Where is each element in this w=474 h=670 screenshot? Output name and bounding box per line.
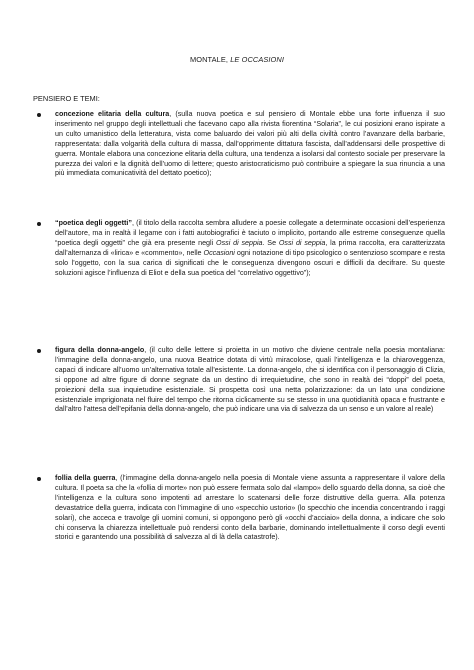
bullet-italic-text: Ossi di seppia xyxy=(216,238,263,247)
bullet-item-cultura xyxy=(55,110,445,179)
bullet-text xyxy=(55,474,445,543)
title-italic: LE OCCASIONI xyxy=(230,55,284,64)
document-title xyxy=(0,55,474,64)
bullet-keyword: figura della donna-angelo xyxy=(55,346,145,354)
bullet-keyword: “poetica degli oggetti” xyxy=(55,219,132,227)
bullet-text xyxy=(55,219,445,278)
section-heading: PENSIERO E TEMI: xyxy=(33,94,100,103)
bullet-item-follia-guerra xyxy=(55,474,445,543)
bullet-text xyxy=(55,110,445,179)
bullet-body-text: . Se xyxy=(262,238,279,247)
bullet-body-text: , (l’immagine della donna-angelo nella poesia di Montale viene assunta a rappresentare il valore della cultura. Il poeta sa che la «follia di morte» non può essere fermata solo dal «lampo» dello sguardo della donna, sa cioè che l’intelligenza e la cultura sono impotenti ad arrestare lo scatenarsi delle forze distruttive della guerra. Alla potenza devastatrice della guerra, indicata con l’immagine di uno «specchio ustorio» (lo specchio che incendia concentrando i raggi solari), che acceca e travolge gli uomini comuni, si oppongono però gli «occhi d’acciaio» della donna, a indicare che solo chi conserva la chiarezza intellettuale può rendersi conto della barbarie, dominando intellettualmente il corso degli eventi storici e garantendo una possibilità di salvezza al di là della catastrofe). xyxy=(55,474,445,542)
bullet-body-text: , (il titolo della raccolta sembra alludere a poesie collegate a determinate occasioni dell’esperienza dell’autore, ma in realtà il legame con i fatti autobiografici è taciuto o implicito, portando alle estreme conseguenze quella “poetica degli oggetti” che già era presente negli xyxy=(55,219,445,247)
bullet-item-poetica-oggetti xyxy=(55,219,445,278)
title-prefix: MONTALE, xyxy=(190,55,231,64)
bullet-dot-icon xyxy=(37,349,41,353)
bullet-item-donna-angelo xyxy=(55,346,445,415)
bullet-dot-icon xyxy=(37,222,41,226)
bullet-dot-icon xyxy=(37,113,41,117)
bullet-body-text: , la prima raccolta, era caratterizzata dall’alternanza di «lirica» e «commento», nelle xyxy=(55,238,445,257)
bullet-body-text: ogni notazione di tipo psicologico o sentenzioso scompare e resta solo l’oggetto, con la sua carica di significati che le conseguenza divengono oscuri e difficili da decifrare. Su queste soluzioni agisce l’influenza di Eliot e della sua poetica del “correlativo oggettivo”); xyxy=(55,248,446,277)
bullet-text xyxy=(55,346,445,415)
bullet-dot-icon xyxy=(37,477,41,481)
bullet-keyword: concezione elitaria della cultura xyxy=(55,110,170,118)
bullet-italic-text: Occasioni xyxy=(203,248,235,257)
bullet-body-text: , (sulla nuova poetica e sul pensiero di Montale ebbe una forte influenza il suo inserimento nel gruppo degli intellettuali che facevano capo alla rivista fiorentina “Solaria”, le cui posizioni erano ispirate a un culto umanistico della letteratura, vista come baluardo dei valori più alti della civiltà contro l’avanzare della barbarie, rappresentata: dalla volgarità della cultura di massa, dall’opprimente dittatura fascista, dall’addensarsi delle prospettive di guerra. Montale elabora una concezione elitaria della cultura, una tendenza a isolarsi dal contesto sociale per preservare la purezza dei valori e la dignità dell’uomo di lettere; questo aristocraticismo può contribuire a spiegare la sua rinuncia a una più immediata comunicatività del dettato poetico); xyxy=(55,110,445,178)
bullet-keyword: follia della guerra xyxy=(55,474,116,482)
bullet-italic-text: Ossi di seppia xyxy=(278,238,326,247)
bullet-body-text: , (il culto delle lettere si proietta in un motivo che diviene centrale nella poesia montaliana: l’immagine della donna-angelo, una nuova Beatrice dotata di virtù miracolose, quali l’intelligenza e la chiaroveggenza, capaci di indicare all’uomo un’alternativa totale all’esistente. La donna-angelo, che si identifica con il personaggio di Clizia, si oppone ad altre figure di donne segnate da un destino di irrequietudine, che sono in realtà dei “doppi” del poeta, proiezioni della sua inquietudine esistenziale. Si prospetta così una netta polarizzazione: da un lato una condizione esistenziale imprigionata nel fluire del tempo che ritorna ciclicamente su se stesso in una quotidianità opaca e frustrante e dall’altro l’attesa dell’epifania della donna-angelo, che può indicare una via di salvezza da un senso e un valore al reale) xyxy=(55,346,445,414)
